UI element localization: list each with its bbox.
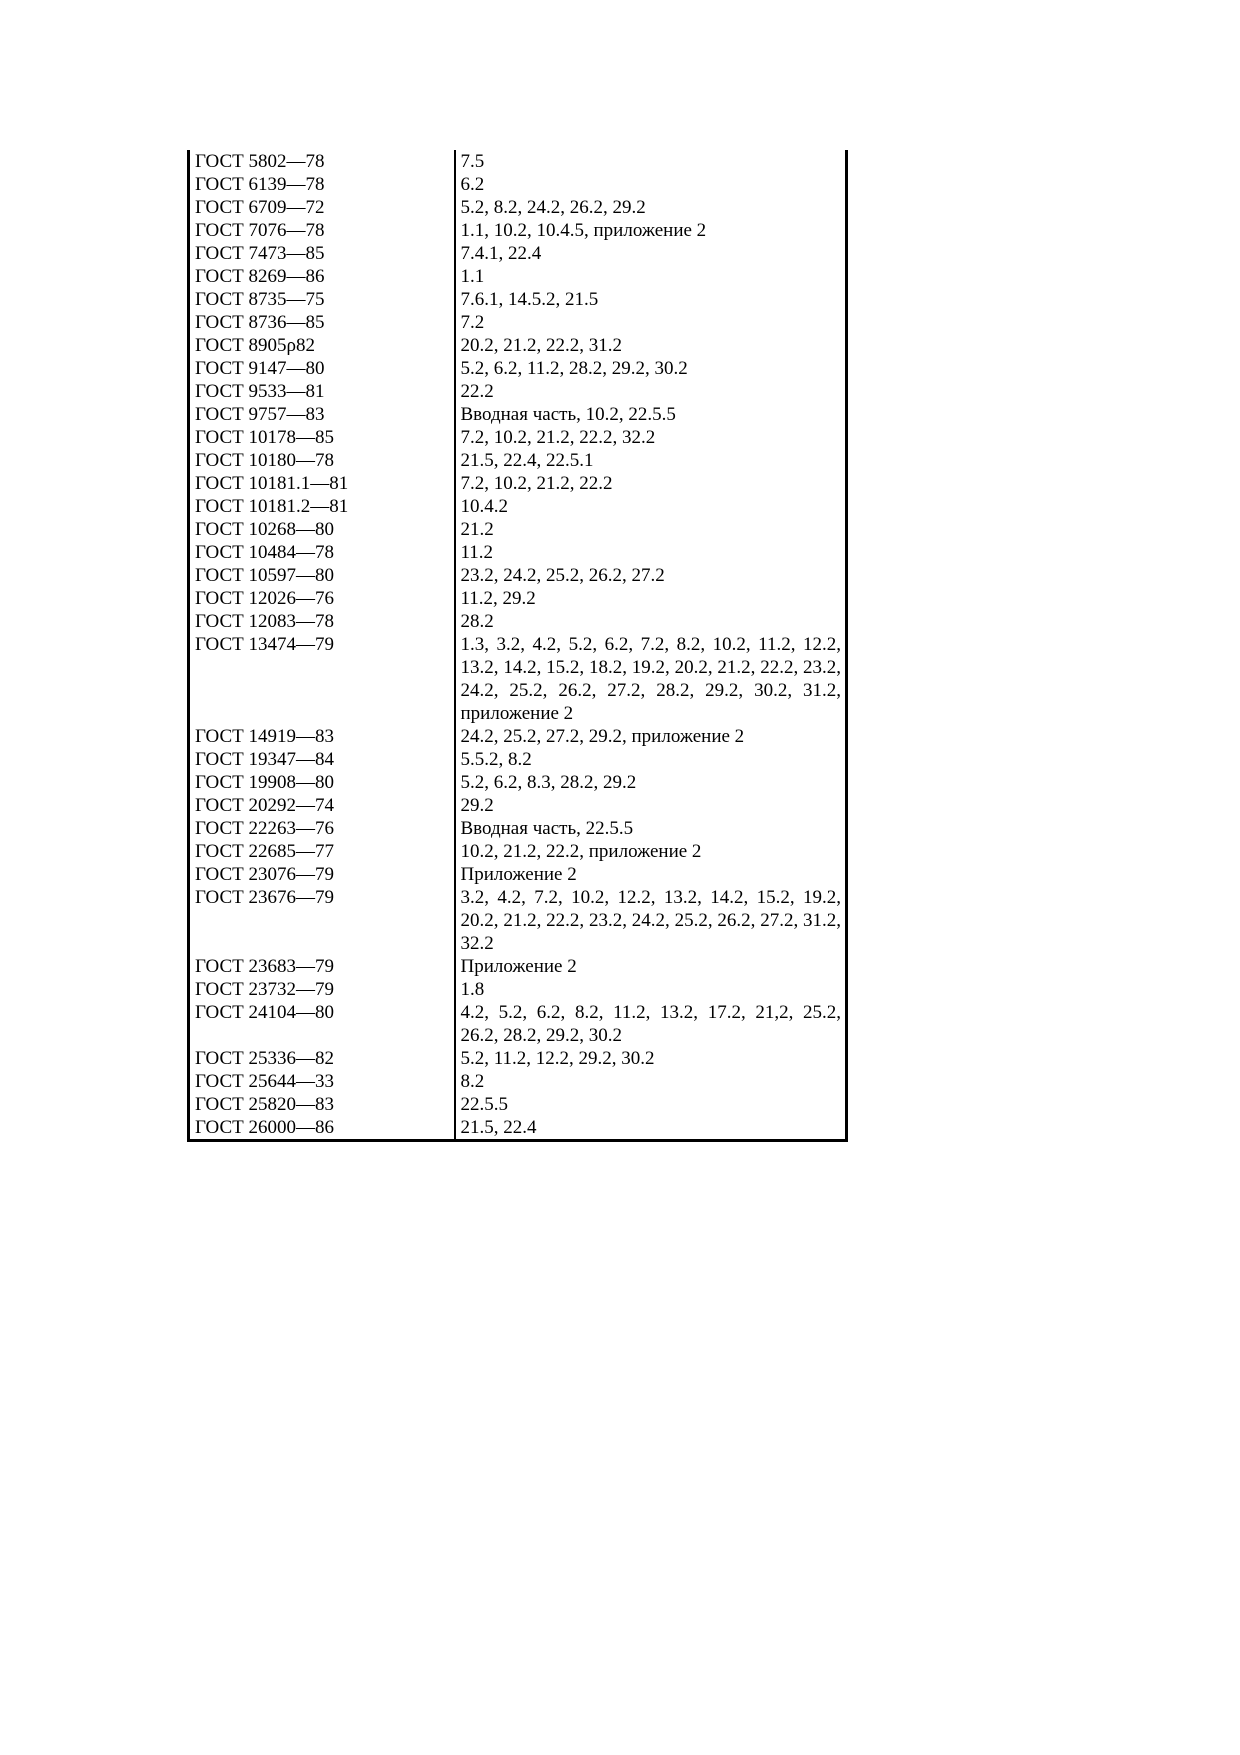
section-references: 10.2, 21.2, 22.2, приложение 2 [455,840,847,863]
table-row [189,334,847,357]
standard-designation: ГОСТ 5802—78 [189,150,455,173]
standard-designation: ГОСТ 26000—86 [189,1116,455,1141]
section-references: 11.2, 29.2 [455,587,847,610]
standard-designation: ГОСТ 8269—86 [189,265,455,288]
table-row [189,472,847,495]
section-references: Вводная часть, 10.2, 22.5.5 [455,403,847,426]
section-references: 6.2 [455,173,847,196]
standard-designation: ГОСТ 23676—79 [189,886,455,955]
standard-designation: ГОСТ 8736—85 [189,311,455,334]
section-references: 1.3, 3.2, 4.2, 5.2, 6.2, 7.2, 8.2, 10.2, 11.2, 12.2, 13.2, 14.2, 15.2, 18.2, 19.2, 20.2, 21.2, 22.2, 23.2, 24.2, 25.2, 26.2, 27.2, 28.2, 29.2, 30.2, 31.2, приложение 2 [455,633,847,725]
table-row [189,495,847,518]
standard-designation: ГОСТ 25336—82 [189,1047,455,1070]
table-row [189,288,847,311]
table-row [189,863,847,886]
standard-designation: ГОСТ 23076—79 [189,863,455,886]
table-row [189,518,847,541]
section-references: 5.2, 6.2, 11.2, 28.2, 29.2, 30.2 [455,357,847,380]
section-references: 11.2 [455,541,847,564]
standard-designation: ГОСТ 25644—33 [189,1070,455,1093]
table-row [189,1093,847,1116]
section-references: 5.5.2, 8.2 [455,748,847,771]
table-row [189,610,847,633]
section-references: 22.2 [455,380,847,403]
table-row [189,771,847,794]
section-references: 7.2, 10.2, 21.2, 22.2, 32.2 [455,426,847,449]
section-references: 23.2, 24.2, 25.2, 26.2, 27.2 [455,564,847,587]
standard-designation: ГОСТ 10484—78 [189,541,455,564]
standard-designation: ГОСТ 10268—80 [189,518,455,541]
standard-designation: ГОСТ 10181.1—81 [189,472,455,495]
section-references: Приложение 2 [455,955,847,978]
table-row [189,725,847,748]
section-references: 22.5.5 [455,1093,847,1116]
table-row [189,173,847,196]
standard-designation: ГОСТ 19908—80 [189,771,455,794]
standard-designation: ГОСТ 10178—85 [189,426,455,449]
section-references: 21.5, 22.4, 22.5.1 [455,449,847,472]
standard-designation: ГОСТ 22263—76 [189,817,455,840]
section-references: Приложение 2 [455,863,847,886]
table-row [189,886,847,955]
table-row [189,978,847,1001]
section-references: 8.2 [455,1070,847,1093]
standard-designation: ГОСТ 6709—72 [189,196,455,219]
table-row [189,587,847,610]
standard-designation: ГОСТ 14919—83 [189,725,455,748]
standard-designation: ГОСТ 10597—80 [189,564,455,587]
table-row [189,748,847,771]
table-row [189,357,847,380]
table-row [189,541,847,564]
section-references: 1.1, 10.2, 10.4.5, приложение 2 [455,219,847,242]
section-references: 24.2, 25.2, 27.2, 29.2, приложение 2 [455,725,847,748]
reference-standards-table [187,150,848,1142]
standard-designation: ГОСТ 22685—77 [189,840,455,863]
table-row [189,817,847,840]
table-row [189,449,847,472]
standard-designation: ГОСТ 9757—83 [189,403,455,426]
section-references: 29.2 [455,794,847,817]
standard-designation: ГОСТ 10181.2—81 [189,495,455,518]
standard-designation: ГОСТ 24104—80 [189,1001,455,1047]
table-row [189,1070,847,1093]
section-references: 5.2, 11.2, 12.2, 29.2, 30.2 [455,1047,847,1070]
section-references: 10.4.2 [455,495,847,518]
standard-designation: ГОСТ 8905ρ82 [189,334,455,357]
table-row [189,265,847,288]
standard-designation: ГОСТ 23732—79 [189,978,455,1001]
section-references: 20.2, 21.2, 22.2, 31.2 [455,334,847,357]
table-row [189,311,847,334]
table-row [189,403,847,426]
section-references: 7.5 [455,150,847,173]
table-row [189,150,847,173]
section-references: 1.8 [455,978,847,1001]
section-references: 1.1 [455,265,847,288]
table-body [189,150,847,1141]
standard-designation: ГОСТ 13474—79 [189,633,455,725]
table-row [189,1116,847,1141]
table-row [189,633,847,725]
table-row [189,564,847,587]
table-row [189,219,847,242]
section-references: 5.2, 6.2, 8.3, 28.2, 29.2 [455,771,847,794]
table-row [189,196,847,219]
table-row [189,1047,847,1070]
standard-designation: ГОСТ 10180—78 [189,449,455,472]
standard-designation: ГОСТ 8735—75 [189,288,455,311]
section-references: 5.2, 8.2, 24.2, 26.2, 29.2 [455,196,847,219]
section-references: 21.2 [455,518,847,541]
table-row [189,242,847,265]
section-references: 7.2 [455,311,847,334]
section-references: 21.5, 22.4 [455,1116,847,1141]
table-row [189,840,847,863]
standard-designation: ГОСТ 12083—78 [189,610,455,633]
standard-designation: ГОСТ 7473—85 [189,242,455,265]
standard-designation: ГОСТ 7076—78 [189,219,455,242]
section-references: 7.6.1, 14.5.2, 21.5 [455,288,847,311]
table-row [189,1001,847,1047]
section-references: 3.2, 4.2, 7.2, 10.2, 12.2, 13.2, 14.2, 15.2, 19.2, 20.2, 21.2, 22.2, 23.2, 24.2, 25.2, 26.2, 27.2, 31.2, 32.2 [455,886,847,955]
standard-designation: ГОСТ 20292—74 [189,794,455,817]
section-references: 28.2 [455,610,847,633]
table-row [189,426,847,449]
standard-designation: ГОСТ 9533—81 [189,380,455,403]
standard-designation: ГОСТ 9147—80 [189,357,455,380]
standard-designation: ГОСТ 19347—84 [189,748,455,771]
table-row [189,955,847,978]
section-references: 4.2, 5.2, 6.2, 8.2, 11.2, 13.2, 17.2, 21,2, 25.2, 26.2, 28.2, 29.2, 30.2 [455,1001,847,1047]
section-references: Вводная часть, 22.5.5 [455,817,847,840]
table-row [189,380,847,403]
table-row [189,794,847,817]
standard-designation: ГОСТ 25820—83 [189,1093,455,1116]
standard-designation: ГОСТ 12026—76 [189,587,455,610]
section-references: 7.2, 10.2, 21.2, 22.2 [455,472,847,495]
standard-designation: ГОСТ 6139—78 [189,173,455,196]
standard-designation: ГОСТ 23683—79 [189,955,455,978]
section-references: 7.4.1, 22.4 [455,242,847,265]
